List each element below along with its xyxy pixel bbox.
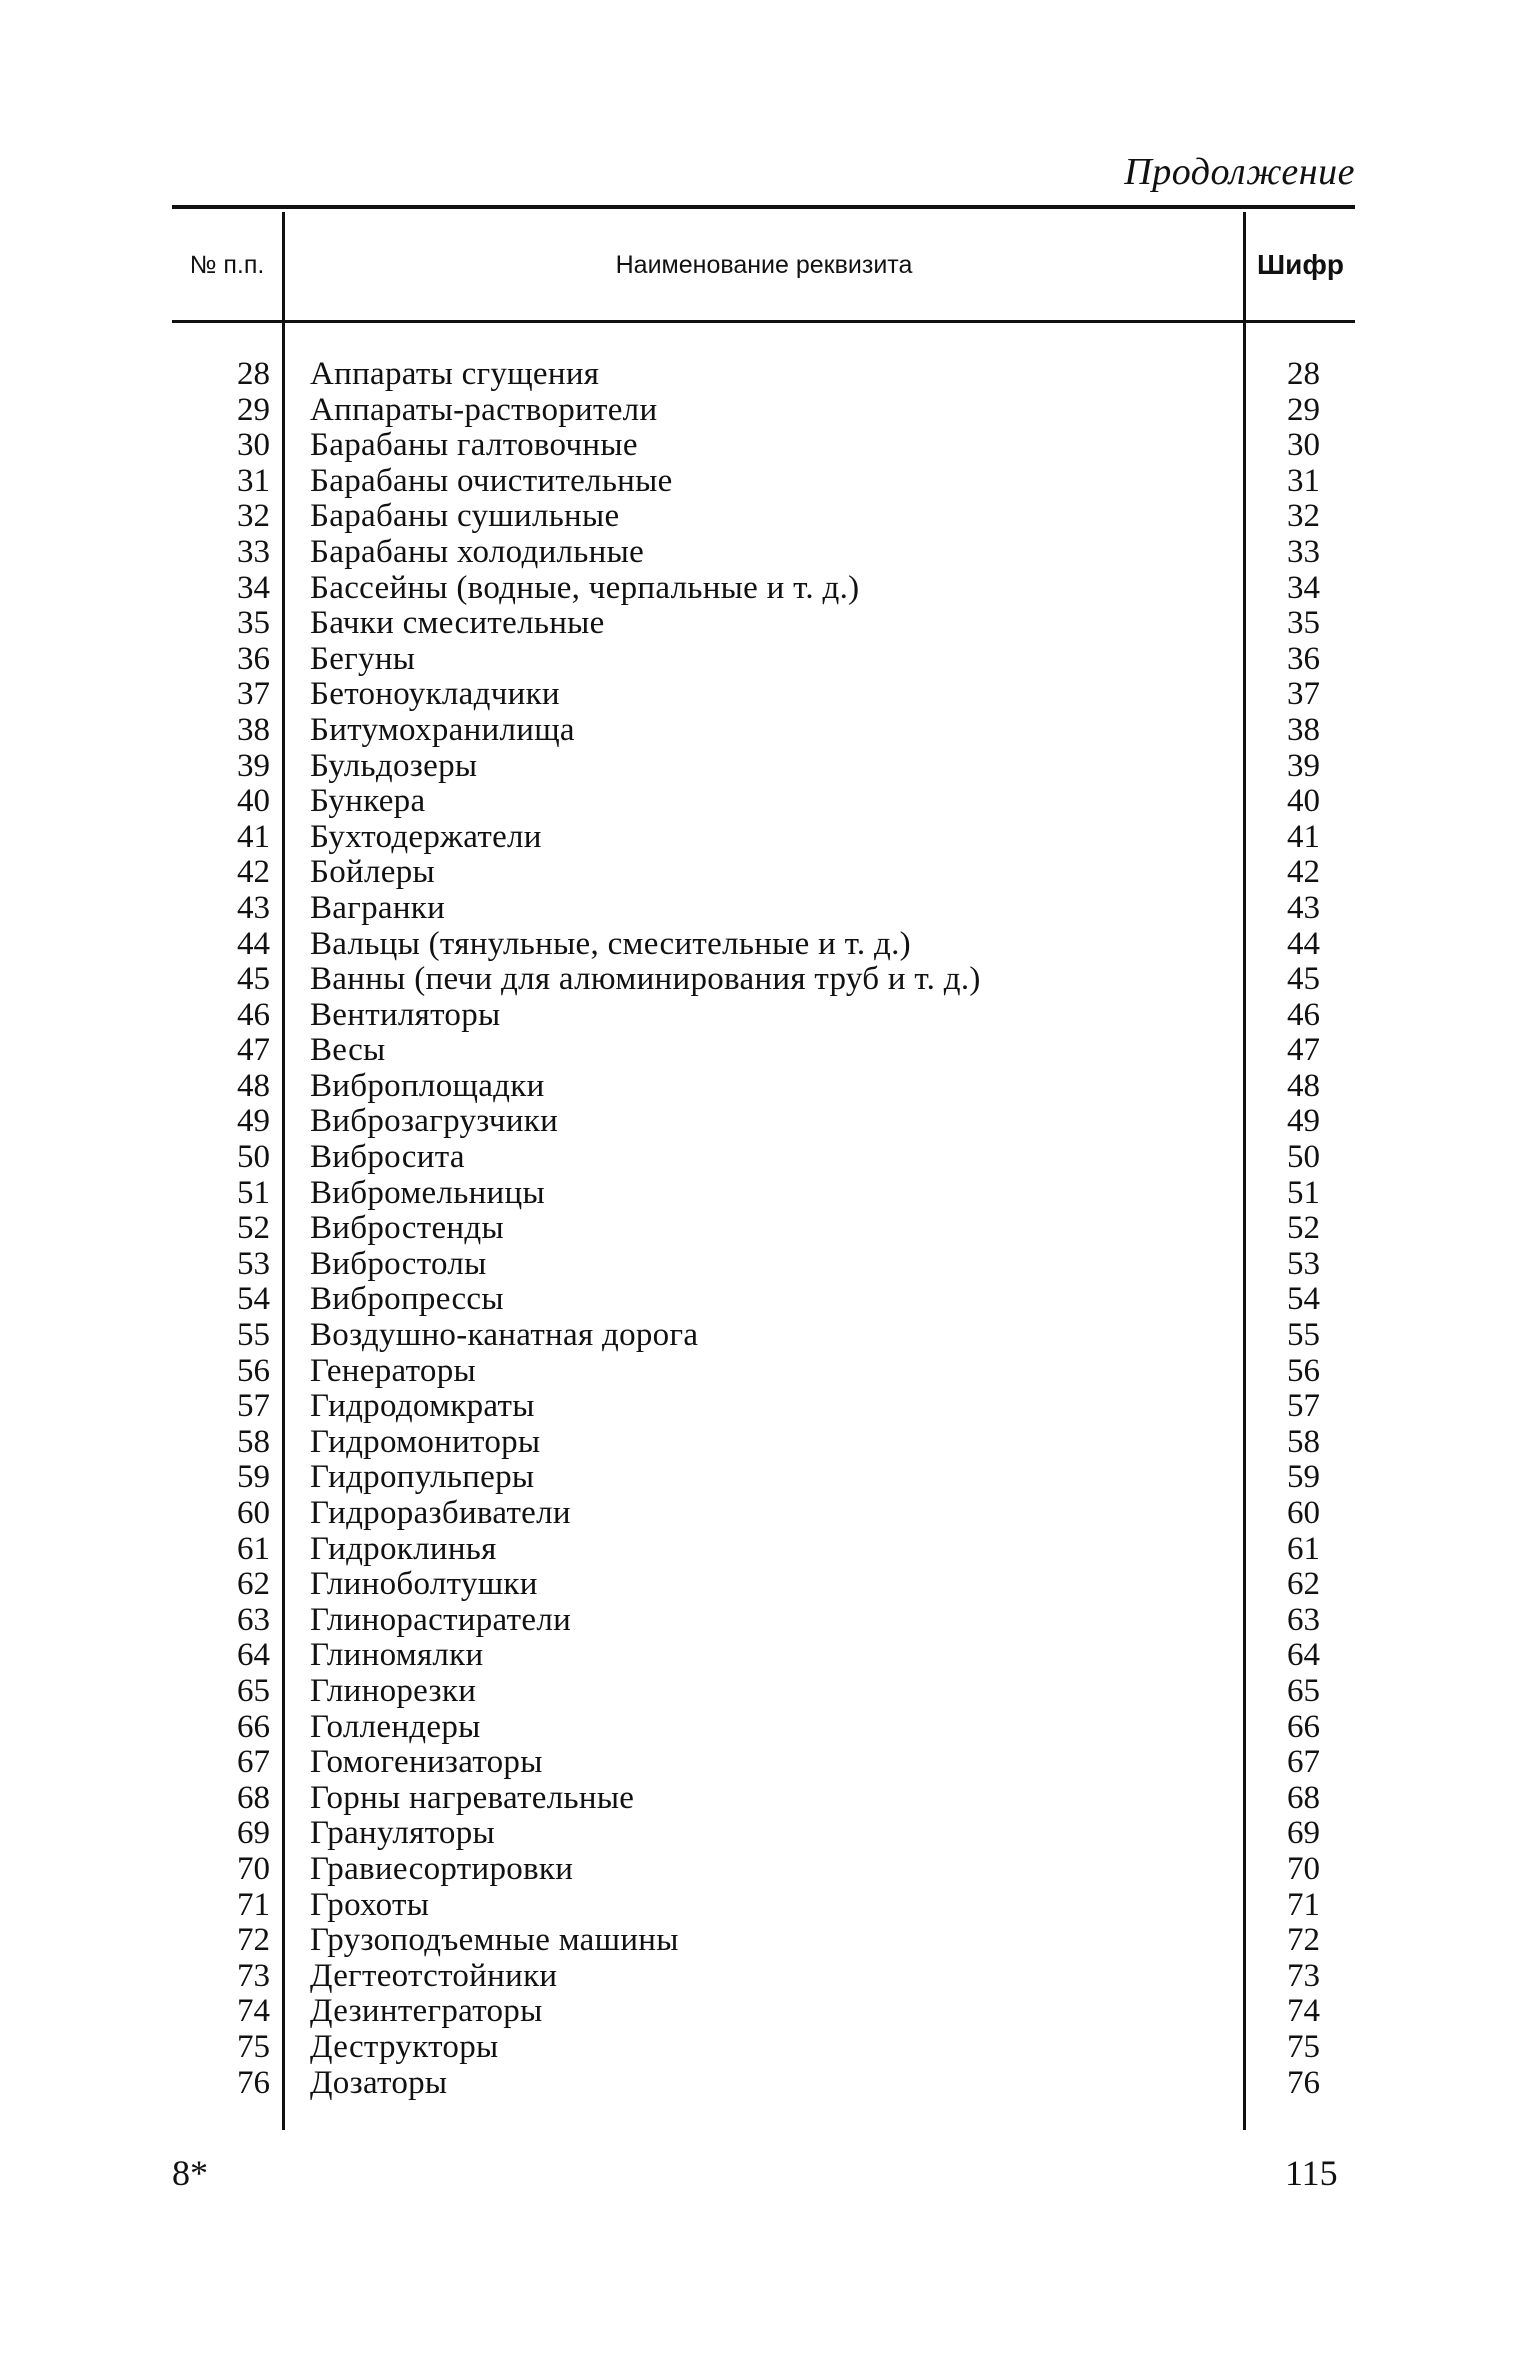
table-row: [0, 820, 1535, 856]
table-row: [0, 1354, 1535, 1390]
row-number: 53: [237, 1245, 270, 1282]
row-code: 63: [1287, 1601, 1320, 1638]
header-number: № п.п.: [189, 250, 265, 279]
row-number: 60: [237, 1495, 270, 1531]
row-number: 40: [237, 783, 270, 820]
table-row: [0, 428, 1535, 464]
header-code: Шифр: [1257, 249, 1344, 280]
row-code: 69: [1287, 1815, 1320, 1852]
row-number: 74: [237, 1993, 270, 2030]
table-row: [0, 571, 1535, 607]
row-number: 58: [237, 1423, 270, 1460]
row-number: 48: [237, 1067, 270, 1104]
table-row: [0, 1211, 1535, 1247]
row-code: 44: [1287, 925, 1320, 962]
row-number: 32: [237, 498, 270, 535]
table-row: [0, 962, 1535, 998]
table-row: [0, 1816, 1535, 1852]
row-number: 73: [237, 1957, 270, 1994]
table-row: [0, 677, 1535, 713]
row-name: Аппараты сгущения: [310, 356, 600, 392]
row-name: Вентиляторы: [310, 996, 501, 1033]
table-row: [0, 1674, 1535, 1710]
table-row: [0, 1745, 1535, 1781]
table-row: [0, 1638, 1535, 1674]
table-row: [0, 1923, 1535, 1959]
row-name: Гидромониторы: [310, 1423, 541, 1460]
row-number: 42: [237, 854, 270, 891]
row-name: Ванны (печи для алюминирования труб и т. д.): [310, 961, 981, 998]
row-number: 44: [237, 925, 270, 962]
table-row: [0, 1532, 1535, 1568]
row-name: Гидроклинья: [310, 1530, 497, 1567]
table-row: [0, 357, 1535, 393]
row-number: 50: [237, 1139, 270, 1176]
row-number: 49: [237, 1103, 270, 1140]
row-name: Вибростолы: [310, 1245, 487, 1282]
row-code: 67: [1287, 1744, 1320, 1781]
row-name: Грузоподъемные машины: [310, 1922, 679, 1959]
row-number: 52: [237, 1210, 270, 1247]
table-row: [0, 927, 1535, 963]
row-number: 67: [237, 1744, 270, 1781]
row-name: Виброзагрузчики: [310, 1103, 559, 1140]
row-code: 51: [1287, 1174, 1320, 1211]
row-number: 70: [237, 1850, 270, 1887]
row-name: Гидропульперы: [310, 1459, 535, 1496]
table-row: [0, 1425, 1535, 1461]
row-code: 71: [1287, 1886, 1320, 1923]
table-row: [0, 1104, 1535, 1140]
row-number: 37: [237, 676, 270, 713]
row-code: 43: [1287, 889, 1320, 926]
row-number: 54: [237, 1281, 270, 1318]
row-code: 50: [1287, 1139, 1320, 1176]
row-name: Дозаторы: [310, 2064, 448, 2101]
signature-mark: 8*: [172, 2153, 208, 2193]
table-body: [0, 357, 1535, 2101]
row-name: Глиномялки: [310, 1637, 484, 1674]
row-name: Генераторы: [310, 1352, 476, 1389]
row-code: 38: [1287, 711, 1320, 748]
row-name: Вибропрессы: [310, 1281, 504, 1318]
row-code: 66: [1287, 1708, 1320, 1745]
row-name: Горны нагревательные: [310, 1779, 635, 1816]
row-code: 32: [1287, 498, 1320, 535]
row-number: 38: [237, 711, 270, 748]
header-bottom-rule: [172, 320, 1355, 323]
row-code: 74: [1287, 1993, 1320, 2030]
row-name: Деструкторы: [310, 2028, 499, 2065]
table-row: [0, 1567, 1535, 1603]
header-name: Наименование реквизита: [615, 250, 913, 279]
row-number: 46: [237, 996, 270, 1033]
row-code: 47: [1287, 1032, 1320, 1069]
row-name: Бульдозеры: [310, 747, 478, 784]
table-row: [0, 1888, 1535, 1924]
row-code: 68: [1287, 1779, 1320, 1816]
row-code: 34: [1287, 569, 1320, 606]
row-number: 63: [237, 1601, 270, 1638]
row-code: 64: [1287, 1637, 1320, 1674]
row-name: Бойлеры: [310, 854, 435, 891]
row-name: Битумохранилища: [310, 711, 575, 748]
row-name: Барабаны очистительные: [310, 462, 673, 499]
row-number: 34: [237, 569, 270, 606]
row-code: 55: [1287, 1317, 1320, 1354]
table-row: [0, 1033, 1535, 1069]
row-number: 41: [237, 818, 270, 855]
table-row: [0, 855, 1535, 891]
table-row: [0, 393, 1535, 429]
row-code: 75: [1287, 2028, 1320, 2065]
table-row: [0, 1603, 1535, 1639]
table-row: [0, 1140, 1535, 1176]
row-name: Барабаны галтовочные: [310, 427, 638, 464]
row-number: 59: [237, 1459, 270, 1496]
table-row: [0, 499, 1535, 535]
row-number: 33: [237, 533, 270, 570]
row-code: 36: [1287, 640, 1320, 677]
row-name: Бухтодержатели: [310, 818, 542, 855]
row-number: 43: [237, 889, 270, 926]
row-number: 57: [237, 1388, 270, 1425]
row-code: 73: [1287, 1957, 1320, 1994]
row-name: Грохоты: [310, 1886, 430, 1923]
table-row: [0, 1496, 1535, 1532]
table-row: [0, 1282, 1535, 1318]
row-code: 48: [1287, 1067, 1320, 1104]
row-name: Барабаны холодильные: [310, 533, 645, 570]
row-name: Бункера: [310, 783, 426, 820]
row-number: 55: [237, 1317, 270, 1354]
row-number: 47: [237, 1032, 270, 1069]
row-name: Барабаны сушильные: [310, 498, 620, 535]
row-code: 58: [1287, 1423, 1320, 1460]
table-row: [0, 1710, 1535, 1746]
row-name: Грануляторы: [310, 1815, 495, 1852]
row-name: Гомогенизаторы: [310, 1744, 543, 1781]
row-number: 68: [237, 1779, 270, 1816]
table-row: [0, 1852, 1535, 1888]
table-row: [0, 713, 1535, 749]
table-row: [0, 1176, 1535, 1212]
table-row: [0, 1247, 1535, 1283]
row-number: 45: [237, 961, 270, 998]
row-code: 45: [1287, 961, 1320, 998]
row-code: 57: [1287, 1388, 1320, 1425]
table-row: [0, 606, 1535, 642]
row-name: Дегтеотстойники: [310, 1957, 558, 1994]
row-code: 40: [1287, 783, 1320, 820]
row-code: 76: [1287, 2064, 1320, 2101]
row-code: 30: [1287, 427, 1320, 464]
row-name: Вибромельницы: [310, 1174, 545, 1211]
row-code: 61: [1287, 1530, 1320, 1567]
row-name: Дезинтеграторы: [310, 1993, 543, 2030]
table-row: [0, 1959, 1535, 1995]
row-code: 35: [1287, 605, 1320, 642]
row-number: 29: [237, 391, 270, 428]
table-row: [0, 2066, 1535, 2102]
row-number: 62: [237, 1566, 270, 1603]
row-name: Воздушно-канатная дорога: [310, 1317, 699, 1354]
row-name: Бачки смесительные: [310, 605, 605, 642]
row-code: 70: [1287, 1850, 1320, 1887]
row-number: 36: [237, 640, 270, 677]
table-row: [0, 1389, 1535, 1425]
row-code: 56: [1287, 1352, 1320, 1389]
row-name: Гравиесортировки: [310, 1850, 574, 1887]
row-name: Глиноболтушки: [310, 1566, 538, 1603]
row-name: Вальцы (тянульные, смесительные и т. д.): [310, 925, 911, 962]
table-row: [0, 1781, 1535, 1817]
table-row: [0, 1069, 1535, 1105]
row-number: 31: [237, 462, 270, 499]
row-number: 64: [237, 1637, 270, 1674]
row-code: 65: [1287, 1672, 1320, 1709]
row-name: Бетоноукладчики: [310, 676, 560, 713]
row-number: 71: [237, 1886, 270, 1923]
table-row: [0, 2030, 1535, 2066]
row-name: Аппараты-растворители: [310, 391, 658, 428]
row-name: Вибростенды: [310, 1210, 504, 1247]
table-row: [0, 998, 1535, 1034]
table-row: [0, 464, 1535, 500]
row-code: 52: [1287, 1210, 1320, 1247]
row-number: 66: [237, 1708, 270, 1745]
continuation-label: Продолжение: [1124, 151, 1355, 193]
row-code: 62: [1287, 1566, 1320, 1603]
row-name: Весы: [310, 1032, 386, 1069]
row-name: Бегуны: [310, 640, 416, 677]
row-number: 51: [237, 1174, 270, 1211]
row-code: 28: [1287, 356, 1320, 392]
row-name: Голлендеры: [310, 1708, 481, 1745]
row-number: 39: [237, 747, 270, 784]
row-number: 75: [237, 2028, 270, 2065]
table-row: [0, 891, 1535, 927]
table-row: [0, 642, 1535, 678]
row-code: 46: [1287, 996, 1320, 1033]
row-code: 33: [1287, 533, 1320, 570]
row-code: 41: [1287, 818, 1320, 855]
row-name: Бассейны (водные, черпальные и т. д.): [310, 569, 860, 606]
table-row: [0, 535, 1535, 571]
table-row: [0, 784, 1535, 820]
row-number: 76: [237, 2064, 270, 2101]
row-name: Вагранки: [310, 889, 446, 926]
page-number: 115: [1285, 2153, 1338, 2193]
row-number: 72: [237, 1922, 270, 1959]
row-code: 54: [1287, 1281, 1320, 1318]
row-code: 29: [1287, 391, 1320, 428]
row-number: 65: [237, 1672, 270, 1709]
row-number: 30: [237, 427, 270, 464]
row-code: 53: [1287, 1245, 1320, 1282]
table-top-rule: [172, 205, 1355, 209]
table-row: [0, 1460, 1535, 1496]
row-code: 37: [1287, 676, 1320, 713]
row-code: 59: [1287, 1459, 1320, 1496]
row-code: 39: [1287, 747, 1320, 784]
table-row: [0, 1318, 1535, 1354]
row-name: Виброплощадки: [310, 1067, 545, 1104]
row-name: Глинорастиратели: [310, 1601, 572, 1638]
row-code: 31: [1287, 462, 1320, 499]
row-number: 28: [237, 356, 270, 392]
row-code: 42: [1287, 854, 1320, 891]
table-row: [0, 1994, 1535, 2030]
row-code: 72: [1287, 1922, 1320, 1959]
row-name: Гидроразбиватели: [310, 1495, 571, 1531]
row-code: 49: [1287, 1103, 1320, 1140]
row-number: 61: [237, 1530, 270, 1567]
row-number: 56: [237, 1352, 270, 1389]
row-name: Вибросита: [310, 1139, 465, 1176]
row-code: 60: [1287, 1495, 1320, 1531]
row-number: 35: [237, 605, 270, 642]
row-name: Глинорезки: [310, 1672, 477, 1709]
row-name: Гидродомкраты: [310, 1388, 535, 1425]
row-number: 69: [237, 1815, 270, 1852]
table-row: [0, 749, 1535, 785]
